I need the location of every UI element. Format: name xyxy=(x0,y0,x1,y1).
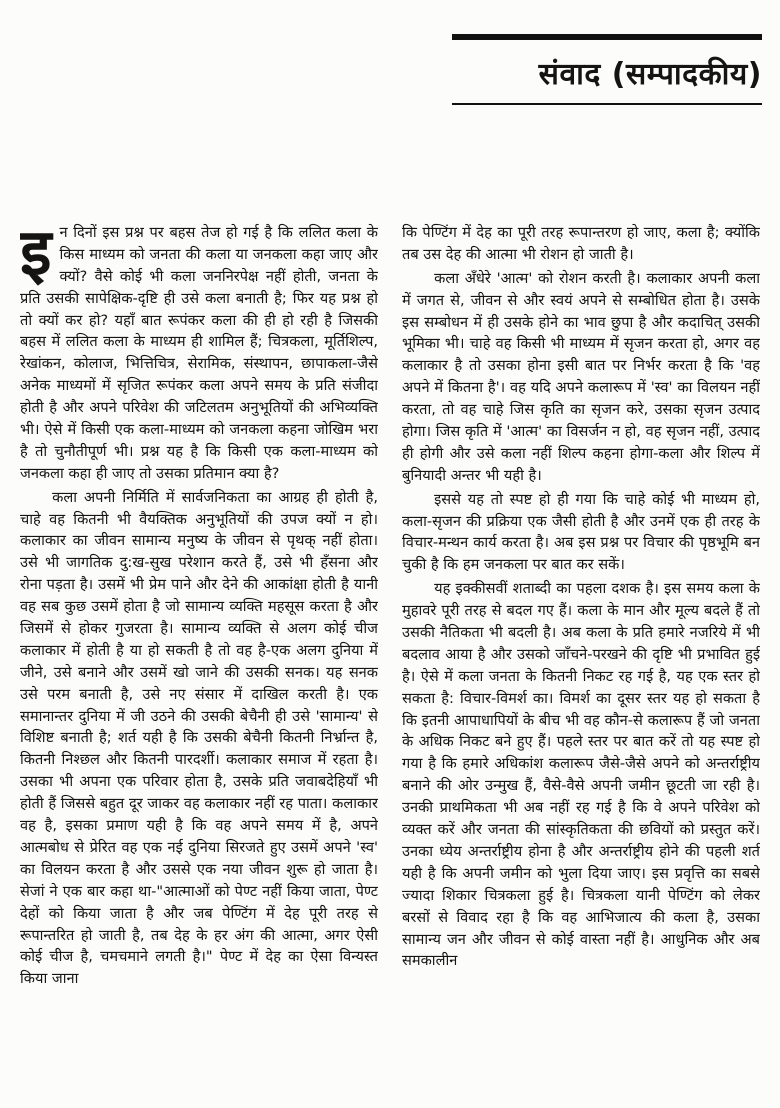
drop-cap: इ xyxy=(20,222,52,290)
paragraph-text: कला अपनी निर्मिति में सार्वजनिकता का आग्रह ही होती है, चाहे वह कितनी भी वैयक्तिक अनुभूतियों की उपज क्यों न हो। कलाकार का जीवन सामान्य मनुष्य के जीवन से पृथक् नहीं होता। उसे भी जागतिक दु:ख-सुख परेशान करते हैं, उसे भी हँसना और रोना पड़ता है। उसमें भी प्रेम पाने और देने की आकांक्षा होती है यानी वह सब कुछ उसमें होता है जो सामान्य व्यक्ति महसूस करता है और जिसमें से होकर गुजरता है। सामान्य व्यक्ति से अलग कोई चीज कलाकार में होती है या हो सकती है तो वह है-एक अलग दुनिया में जीने, उसे बनाने और उसमें खो जाने की उसकी सनक। यह सनक उसे परम बनाती है, उसे नए संसार में दाखिल करती है। एक समानान्तर दुनिया में जी उठने की उसकी बेचैनी ही उसे 'सामान्य' से विशिष्ट बनाती है; शर्त यही है कि उसकी बेचैनी कितनी निर्भ्रान्त है, कितनी निश्छल और कितनी पारदर्शी। कलाकार समाज में रहता है। उसका भी अपना एक परिवार होता है, उसके प्रति जवाबदेहियाँ भी होती हैं जिससे बहुत दूर जाकर वह कलाकार नहीं रह पाता। कलाकार वह है, इसका प्रमाण यही है कि वह अपने समय में है, अपने आत्मबोध से प्रेरित वह एक नई दुनिया सिरजते हुए उसमें अपने 'स्व' का विलयन करता है और उससे एक नया जीवन शुरू हो जाता है। सेजां ने एक बार कहा था-"आत्माओं को पेण्ट नहीं किया जाता, पेण्ट देहों को किया जाता है और जब पेण्टिंग में देह पूरी तरह से रूपान्तरित हो जाती है, तब देह के हर अंग की आत्मा, अगर ऐसी कोई चीज है, चमचमाने लगती है।" पेण्ट में देह का ऐसा विन्यस्त किया जाना xyxy=(20,488,378,988)
masthead-top-rule xyxy=(452,34,762,40)
left-column xyxy=(20,222,378,1104)
masthead xyxy=(452,34,762,105)
paragraph-text: न दिनों इस प्रश्न पर बहस तेज हो गई है कि ललित कला के किस माध्यम को जनता की कला या जनकला कहा जाए और क्यों? वैसे कोई भी कला जननिरपेक्ष नहीं होती, जनता के प्रति उसकी सापेक्षिक-दृष्टि ही उसे कला बनाती है; फिर यह प्रश्न हो तो क्यों कर हो? यहाँ बात रूपंकर कला की ही हो रही है जिसकी बहस में ललित कला के माध्यम ही शामिल हैं; चित्रकला, मूर्तिशिल्प, रेखांकन, कोलाज, भित्तिचित्र, सेरामिक, संस्थापन, छापाकला-जैसे अनेक माध्यमों में सृजित रूपंकर कला अपने समय के प्रति संजीदा होती है और अपने परिवेश की जटिलतम अनुभूतियों की अभिव्यक्ति भी। ऐसे में किसी एक कला-माध्यम को जनकला कहना जोखिम भरा है तो चुनौतीपूर्ण भी। प्रश्न यह है कि किसी एक कला-माध्यम को जनकला कहा ही जाए तो उसका प्रतिमान क्या है? xyxy=(20,224,378,482)
page-title: संवाद (सम्पादकीय) xyxy=(452,52,762,105)
paragraph-text: कला अँधेरे 'आत्म' को रोशन करती है। कलाकार अपनी कला में जगत से, जीवन से और स्वयं अपने से सम्बोधित होता है। उसके इस सम्बोधन में ही उसके होने का भाव छुपा है और कदाचित् उसकी भूमिका भी। चाहे वह किसी भी माध्यम में सृजन करता हो, अगर वह कलाकार है तो उसका होना इसी बात पर निर्भर करता है कि 'वह अपने में कितना है'। वह यदि अपने कलारूप में 'स्व' का विलयन नहीं करता, तो वह चाहे जिस कृति का सृजन करे, उसका सृजन उत्पाद होगा। जिस कृति में 'आत्म' का विसर्जन न हो, वह सृजन नहीं, उत्पाद ही होगी और उसे कला नहीं शिल्प कहना होगा-कला और शिल्प में बुनियादी अन्तर भी यही है। xyxy=(402,269,760,484)
right-column xyxy=(402,222,760,1104)
paragraph-opening xyxy=(20,222,378,485)
paragraph-continuation: कि पेण्टिंग में देह का पूरी तरह रूपान्तरण हो जाए, कला है; क्योंकि तब उस देह की आत्मा भी रोशन हो जाती है। xyxy=(402,224,760,263)
article-body xyxy=(20,222,760,1104)
paragraph-text: यह इक्कीसवीं शताब्दी का पहला दशक है। इस समय कला के मुहावरे पूरी तरह से बदल गए हैं। कला के मान और मूल्य बदले हैं तो उसकी नैतिकता भी बदली है। अब कला के प्रति हमारे नजरिये में भी बदलाव आया है और उसको जाँचने-परखने की दृष्टि भी प्रभावित हुई है। ऐसे में कला जनता के कितनी निकट रह गई है, यह एक स्तर हो सकता है: विचार-विमर्श का। विमर्श का दूसर स्तर यह हो सकता है कि इतनी आपाधापियों के बीच भी वह कौन-से कलारूप हैं जो जनता के अधिक निकट बने हुए हैं। पहले स्तर पर बात करें तो यह स्पष्ट हो गया है कि हमारे अधिकांश कलारूप जैसे-जैसे अपने को अन्तर्राष्ट्रीय बनाने की ओर उन्मुख हैं, वैसे-वैसे अपनी जमीन छूटती जा रही है। उनकी प्राथमिकता भी अब नहीं रह गई है कि वे अपने परिवेश को व्यक्त करें और जनता की सांस्कृतिकता की छवियों को प्रस्तुत करें। उनका ध्येय अन्तर्राष्ट्रीय होना है और अन्तर्राष्ट्रीय होने की पहली शर्त यही है कि अपनी जमीन को भुला दिया जाए। इस प्रवृत्ति का सबसे ज्यादा शिकार चित्रकला हुई है। चित्रकला यानी पेण्टिंग को लेकर बरसों से विवाद रहा है कि वह आभिजात्य की कला है, उसका सामान्य जन और जीवन से कोई वास्ता नहीं है। आधुनिक और अब समकालीन xyxy=(402,580,760,970)
paragraph-text: इससे यह तो स्पष्ट हो ही गया कि चाहे कोई भी माध्यम हो, कला-सृजन की प्रक्रिया एक जैसी होती है और उनमें एक ही तरह के विचार-मन्थन कार्य करता है। अब इस प्रश्न पर विचार की पृष्ठभूमि बन चुकी है कि हम जनकला पर बात कर सकें। xyxy=(402,490,760,574)
